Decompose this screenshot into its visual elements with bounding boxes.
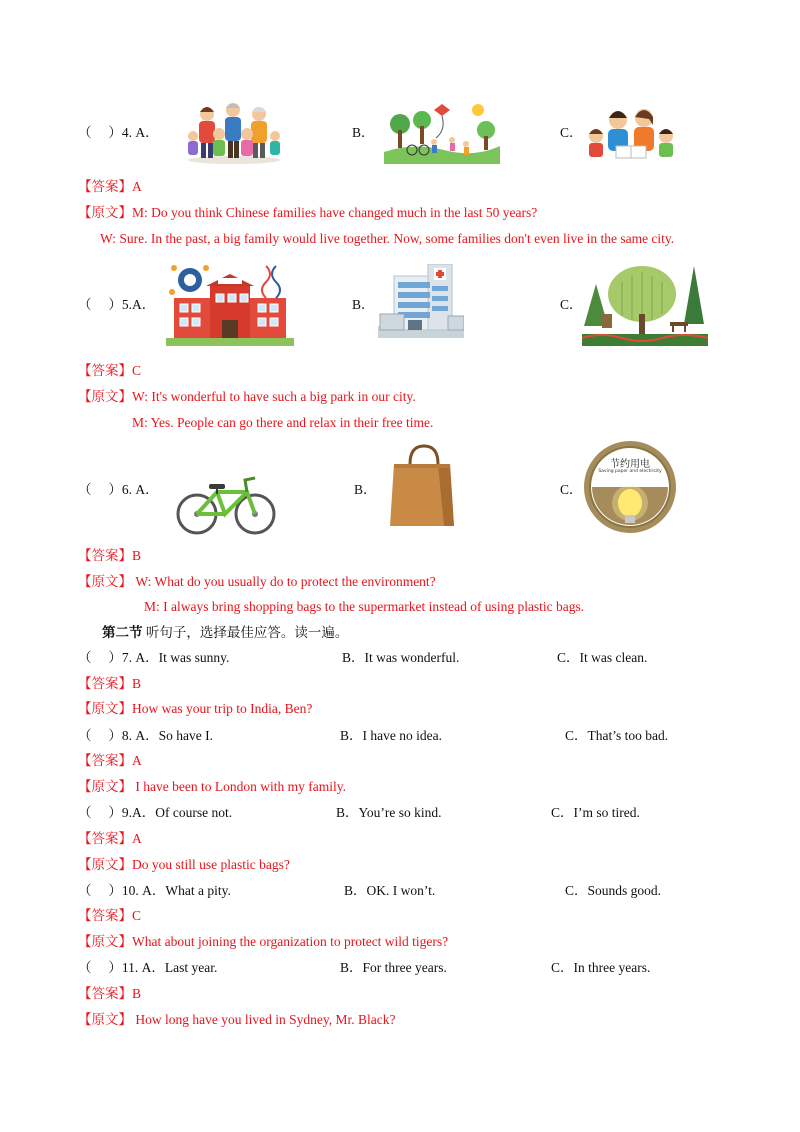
q5-number: （ ）5.A． bbox=[78, 297, 156, 312]
sign-title: 节约用电 bbox=[610, 459, 650, 470]
q9-answer-tag: 【答案】 bbox=[78, 831, 132, 846]
q9-script-tag: 【原文】 bbox=[78, 857, 132, 872]
q8-script: I have been to London with my family. bbox=[132, 779, 346, 794]
q11-option-b: B．For three years. bbox=[340, 960, 447, 975]
q10-option-b: B．OK. I won’t. bbox=[344, 883, 436, 898]
q9-option-b: B．You’re so kind. bbox=[336, 805, 442, 820]
family-reading-picture bbox=[582, 104, 678, 164]
saving-electricity-sign-picture bbox=[581, 439, 679, 535]
bicycle-picture bbox=[175, 474, 277, 536]
q7-option-b: B．It was wonderful. bbox=[342, 650, 460, 665]
q11-answer: B bbox=[132, 986, 142, 1001]
q10-answer-tag: 【答案】 bbox=[78, 908, 132, 923]
q6-number: （ ）6. A． bbox=[78, 482, 159, 497]
q4-number: （ ）4. A． bbox=[78, 125, 159, 140]
q10-script: What about joining the organization to protect wild tigers? bbox=[132, 934, 449, 949]
family-picture bbox=[185, 100, 283, 164]
q10-answer: C bbox=[132, 908, 142, 923]
q8-answer-tag: 【答案】 bbox=[78, 753, 132, 768]
q8-option-a: （ ）8. A．So have I. bbox=[78, 728, 213, 743]
q4-option-c-label: C． bbox=[560, 125, 583, 140]
q7-script: How was your trip to India, Ben? bbox=[132, 701, 313, 716]
section2-title: 第二节 bbox=[102, 625, 143, 640]
q7-script-tag: 【原文】 bbox=[78, 701, 132, 716]
q4-answer: A bbox=[132, 179, 142, 194]
park-kite-picture bbox=[382, 100, 502, 166]
q5-script-line1: W: It's wonderful to have such a big park in our city. bbox=[132, 389, 416, 404]
q9-answer: A bbox=[132, 831, 142, 846]
q11-option-a: （ ）11. A．Last year. bbox=[78, 960, 218, 975]
q5-option-c-label: C． bbox=[560, 297, 583, 312]
q11-script-tag: 【原文】 bbox=[78, 1012, 132, 1027]
q10-option-c: C．Sounds good. bbox=[565, 883, 662, 898]
q8-answer: A bbox=[132, 753, 142, 768]
q7-answer-tag: 【答案】 bbox=[78, 676, 132, 691]
q8-script-tag: 【原文】 bbox=[78, 779, 132, 794]
park-trees-picture bbox=[582, 264, 708, 346]
shopping-bag-picture bbox=[388, 442, 460, 528]
hospital-building-picture bbox=[378, 264, 464, 338]
school-building-picture bbox=[166, 264, 294, 346]
q5-answer-tag: 【答案】 bbox=[78, 363, 132, 378]
q9-script: Do you still use plastic bags? bbox=[132, 857, 290, 872]
q4-script-line2: W: Sure. In the past, a big family would live together. Now, some families don't even live in the same city. bbox=[100, 231, 675, 246]
q4-answer-tag: 【答案】 bbox=[78, 179, 132, 194]
q7-answer: B bbox=[132, 676, 142, 691]
q6-answer-tag: 【答案】 bbox=[78, 548, 132, 563]
q11-option-c: C．In three years. bbox=[551, 960, 651, 975]
q4-option-b-label: B． bbox=[352, 125, 375, 140]
sign-subtitle: Saving paper and electricity bbox=[598, 469, 662, 474]
q8-option-c: C．That’s too bad. bbox=[565, 728, 669, 743]
section2-instruction: 听句子，选择最佳应答。读一遍。 bbox=[142, 625, 349, 640]
q8-option-b: B．I have no idea. bbox=[340, 728, 442, 743]
q5-answer: C bbox=[132, 363, 142, 378]
q6-option-c-label: C． bbox=[560, 482, 583, 497]
q10-script-tag: 【原文】 bbox=[78, 934, 132, 949]
q10-option-a: （ ）10. A．What a pity. bbox=[78, 883, 231, 898]
q6-script-tag: 【原文】 bbox=[78, 574, 132, 589]
q9-option-a: （ ）9.A．Of course not. bbox=[78, 805, 233, 820]
q6-script-line1: W: What do you usually do to protect the environment? bbox=[132, 574, 436, 589]
q11-answer-tag: 【答案】 bbox=[78, 986, 132, 1001]
q6-script-line2: M: I always bring shopping bags to the supermarket instead of using plastic bags. bbox=[144, 599, 585, 614]
q11-script: How long have you lived in Sydney, Mr. Black? bbox=[132, 1012, 396, 1027]
q6-option-b-label: B． bbox=[354, 482, 377, 497]
q7-option-a: （ ）7. A．It was sunny. bbox=[78, 650, 230, 665]
q4-script-line1: M: Do you think Chinese families have changed much in the last 50 years? bbox=[132, 205, 538, 220]
q7-option-c: C．It was clean. bbox=[557, 650, 648, 665]
q5-script-line2: M: Yes. People can go there and relax in their free time. bbox=[132, 415, 434, 430]
q5-option-b-label: B． bbox=[352, 297, 375, 312]
q5-script-tag: 【原文】 bbox=[78, 389, 132, 404]
q9-option-c: C．I’m so tired. bbox=[551, 805, 640, 820]
q6-answer: B bbox=[132, 548, 142, 563]
q4-script-tag: 【原文】 bbox=[78, 205, 132, 220]
